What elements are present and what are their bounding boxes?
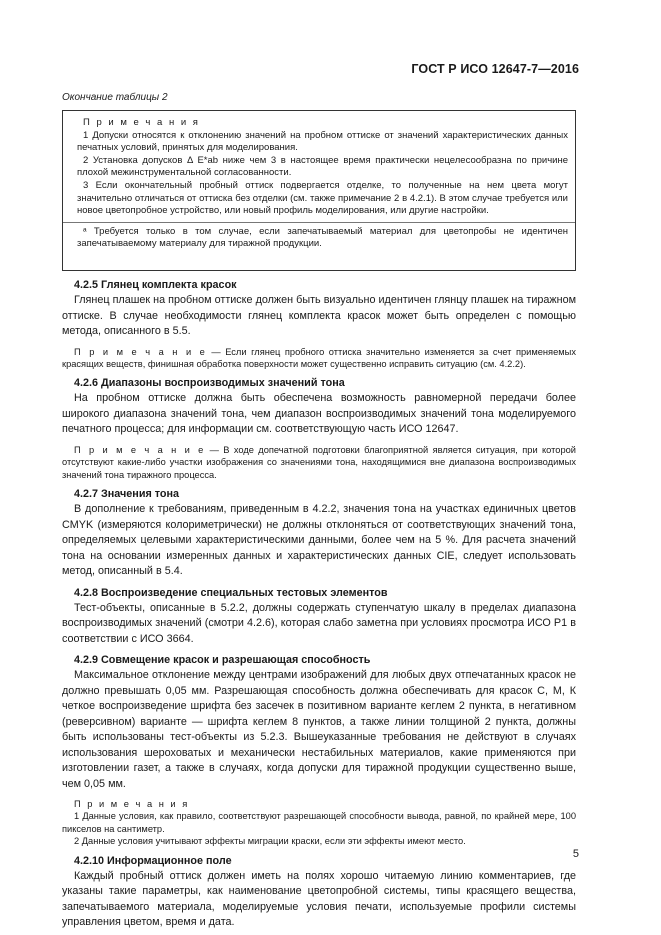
table-note-1: 1 Допуски относятся к отклонению значений на пробном оттиске от значений характеристических данных печатных условий, принятых для моделирования. xyxy=(77,129,568,154)
section-text-4-2-5: Глянец плашек на пробном оттиске должен быть визуально идентичен глянцу плашек на тиражном оттиске. В случае необходимости глянец комплекта красок может быть определен с помощью метода, описанного в 5.5. xyxy=(62,294,576,337)
note-4-2-6 xyxy=(62,444,576,481)
table-note-3: 3 Если окончательный пробный оттиск подвергается отделке, то полученные на нем цвета могут значительно отличаться от оттиска без отделки (см. также примечание 2 в 4.2.1). В этом случае требуется или новое цветопробное устройство, или новый профиль моделирования, или другие настройки. xyxy=(77,179,568,217)
note-text: — Если глянец пробного оттиска значительно изменяется за счет применяемых красящих веществ, финишная обработка поверхности может существенно исправить ситуацию (см. 4.2.2). xyxy=(62,346,576,369)
table-note-2: 2 Установка допусков Δ E*ab ниже чем 3 в настоящее время практически нецелесообразна по причине плохой межинструментальной согласованности. xyxy=(77,154,568,179)
section-text-4-2-6: На пробном оттиске должна быть обеспечена возможность равномерной передачи более широкого диапазона значений тона, чем диапазон воспроизводимых значений тона моделируемого печатного процесса; для информации см. соответствующую часть ИСО 12647. xyxy=(62,392,576,436)
main-content xyxy=(62,272,576,931)
section-heading-4-2-9: 4.2.9 Совмещение красок и разрешающая способность xyxy=(74,654,371,667)
section-heading-4-2-8: 4.2.8 Воспроизведение специальных тестовых элементов xyxy=(74,586,388,599)
section-text-4-2-8: Тест-объекты, описанные в 5.2.2, должны содержать ступенчатую шкалу в пределах диапазона воспроизводимых значений (смотри 4.2.6), которая слабо заметна при условиях просмотра ИСО Р1 в соответствии с ИСО 3664. xyxy=(62,601,576,645)
standard-header: ГОСТ Р ИСО 12647-7—2016 xyxy=(411,62,579,76)
section-text-4-2-7: В дополнение к требованиям, приведенным в 4.2.2, значения тона на участках единичных цветов CMYK (измеряются колориметрически) не должны отклоняться от соответствующих значений тона, определяемых целевыми характеристическими данными, более чем на 5 %. Для расчета значений тона на основании измеренных данных и характеристических данных CIE, следует использовать метод, описанный в 5.4. xyxy=(62,503,576,578)
section-heading-4-2-7: 4.2.7 Значения тона xyxy=(74,488,180,501)
notes-title: П р и м е ч а н и я xyxy=(74,799,190,810)
note-label: П р и м е ч а н и е xyxy=(74,444,206,455)
table-notes-box xyxy=(62,110,576,271)
section-heading-4-2-5: 4.2.5 Глянец комплекта красок xyxy=(74,279,237,291)
table-footnote: ᵃ Требуется только в том случае, если запечатываемый материал для цветопробы не идентичен запечатываемому материалу для тиражной продукции. xyxy=(77,225,568,250)
note-4-2-5 xyxy=(62,346,576,371)
divider xyxy=(63,222,575,223)
note-text: — В ходе допечатной подготовки благоприятной является ситуация, при которой отсутствуют какие-либо участки изображения со значениями тона, находящимися вне диапазона воспроизводимых значений тона тиражного процесса. xyxy=(62,444,576,480)
note-label: П р и м е ч а н и е xyxy=(74,346,207,357)
section-heading-4-2-6: 4.2.6 Диапазоны воспроизводимых значений тона xyxy=(74,377,345,390)
table-caption: Окончание таблицы 2 xyxy=(62,92,168,103)
section-text-4-2-10: Каждый пробный оттиск должен иметь на полях хорошо читаемую линию комментариев, где указаны такие параметры, как наименование цветопробной системы, типы красящего вещества, запечатываемого материала, моделируемые условия печати, используемые профили системы управления цветом, время и дата. xyxy=(62,869,576,929)
page-number: 5 xyxy=(572,848,579,860)
note-item: 1 Данные условия, как правило, соответствуют разрешающей способности вывода, равной, по крайней мере, 100 пикселов на сантиметр. xyxy=(62,811,576,834)
note-item: 2 Данные условия учитывают эффекты миграции краски, если эти эффекты имеют место. xyxy=(74,836,466,847)
table-notes-title: П р и м е ч а н и я xyxy=(83,117,200,128)
section-heading-4-2-10: 4.2.10 Информационное поле xyxy=(74,854,232,867)
section-text-4-2-9: Максимальное отклонение между центрами изображений для любых двух отпечатанных красок не должно превышать 0,05 мм. Разрешающая способность должна обеспечивать для красок С, М, К четкое воспроизведение шрифта без засечек в позитивном варианте кеглем 2 пункта, в негативном (реверсивном) варианте — шрифта кеглем 8 пунктов, а также линии толщиной 2 пункта, должны быть использованы тест-объекты из 5.2.3. Вышеуказанные требования не действуют в случаях использования шероховатых и механически нестабильных материалов, какие применяются при изготовлении газет, а также в случаях, когда допуски для тиражной продукции существенно выше, чем 0,05 мм. xyxy=(62,669,576,790)
notes-4-2-9 xyxy=(62,798,576,848)
